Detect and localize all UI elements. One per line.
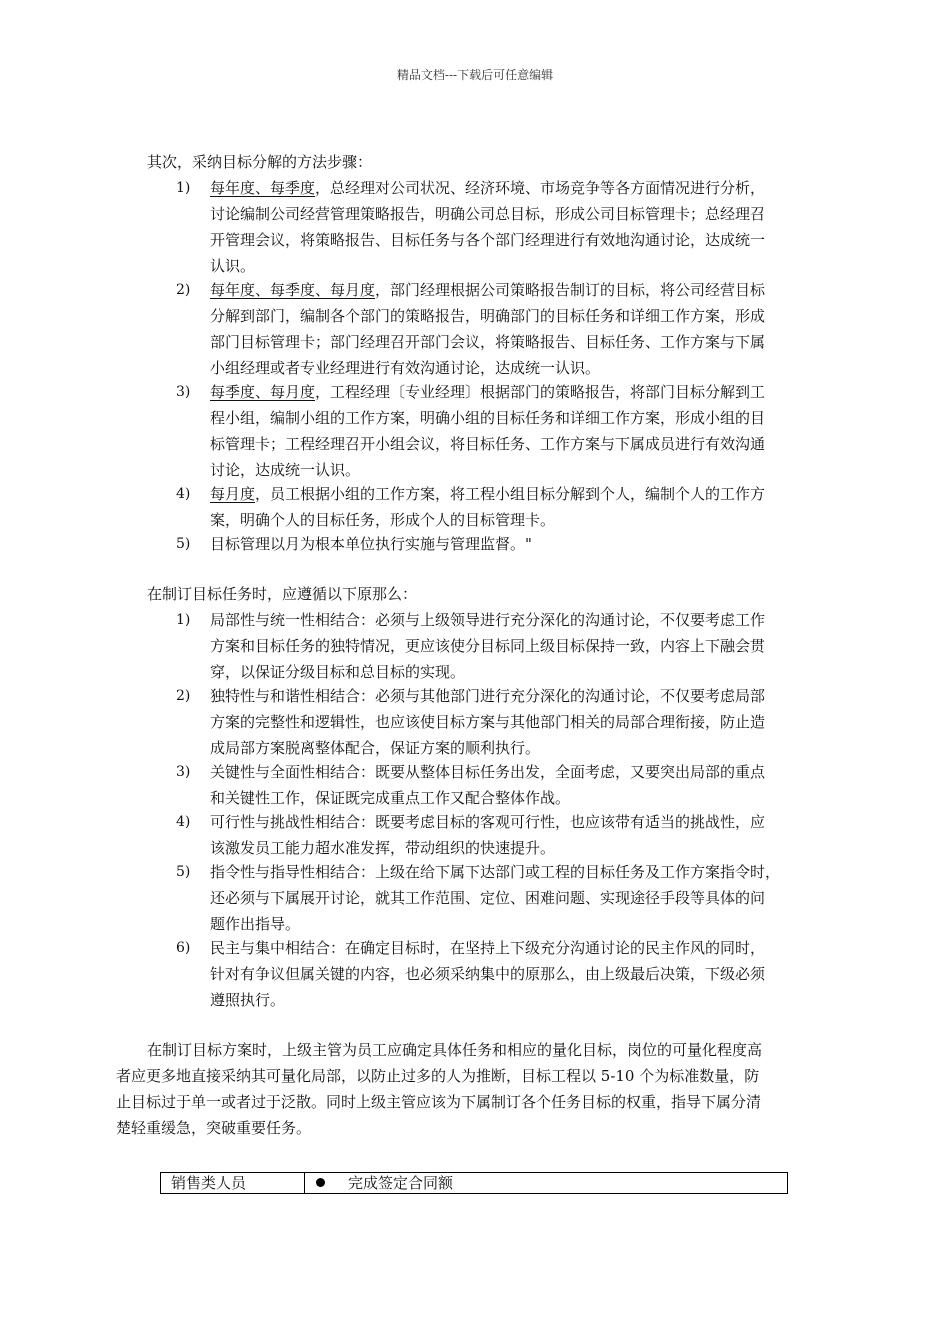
- underlined-period: 每月度: [210, 485, 256, 503]
- section1-item-text: 标管理卡；工程经理召开小组会议，将目标任务、工作方案与下属成员进行有效沟通: [210, 435, 766, 453]
- section2-item-text: 局部性与统一性相结合：必须与上级领导进行充分深化的沟通讨论，不仅要考虑工作: [210, 611, 766, 629]
- underlined-period: 每季度、每月度: [210, 383, 316, 401]
- section2-item-number: 4): [176, 814, 191, 830]
- paragraph-line: 在制订目标方案时，上级主管为员工应确定具体任务和相应的量化目标，岗位的可量化程度高: [147, 1041, 763, 1059]
- bullet-icon: [316, 1178, 325, 1187]
- section2-intro: 在制订目标任务时，应遵循以下原那么：: [147, 585, 418, 603]
- section1-item-line: [210, 382, 765, 402]
- section1-item-line: [210, 484, 765, 504]
- section1-item-number: 2): [176, 282, 191, 298]
- section1-item-text: ，总经理对公司状况、经济环境、市场竞争等各方面情况进行分析，: [315, 179, 766, 197]
- paragraph-line: 者应更多地直接采纳其可量化局部，以防止过多的人为推断，目标工程以 5-10 个为标准数量，防: [116, 1067, 760, 1085]
- underlined-period: 每年度、每季度: [210, 179, 316, 197]
- section1-item-text: 小组经理或者专业经理进行有效沟通讨论，达成统一认识。: [210, 359, 601, 377]
- underlined-period: 每年度、每季度、每月度: [210, 281, 376, 299]
- section1-item-text: 程小组，编制小组的工作方案，明确小组的目标任务和详细工作方案，形成小组的目: [210, 409, 766, 427]
- section1-item-text: 分解到部门，编制各个部门的策略报告，明确部门的目标任务和详细工作方案，形成: [210, 307, 766, 325]
- section2-item-text: 指令性与指导性相结合：上级在给下属下达部门或工程的目标任务及工作方案指令时，: [210, 863, 781, 881]
- section2-item-text: 遵照执行。: [210, 991, 286, 1009]
- section2-item-number: 6): [176, 940, 191, 956]
- section1-item-text: 讨论，达成统一认识。: [210, 461, 361, 479]
- section1-item-text: 讨论编制公司经营管理策略报告，明确公司总目标，形成公司目标管理卡；总经理召: [210, 205, 766, 223]
- table-cell-role: 销售类人员: [161, 1173, 305, 1193]
- section1-item-number: 4): [176, 486, 191, 502]
- section2-item-number: 5): [176, 864, 191, 880]
- section1-item-text: 部门目标管理卡；部门经理召开部门会议，将策略报告、目标任务、工作方案与下属: [210, 333, 766, 351]
- section2-item-number: 2): [176, 688, 191, 704]
- section1-item-text: ，员工根据小组的工作方案，将工程小组目标分解到个人，编制个人的工作方: [255, 485, 766, 503]
- section1-item-text: ，部门经理根据公司策略报告制订的目标，将公司经营目标: [375, 281, 766, 299]
- section1-intro: 其次，采纳目标分解的方法步骤：: [147, 153, 373, 171]
- section2-item-text: 穿，以保证分级目标和总目标的实现。: [210, 663, 466, 681]
- section2-item-text: 题作出指导。: [210, 915, 301, 933]
- section2-item-text: 关键性与全面性相结合：既要从整体目标任务出发，全面考虑，又要突出局部的重点: [210, 763, 766, 781]
- table-cell-target: [306, 1173, 787, 1193]
- section2-item-text: 民主与集中相结合：在确定目标时，在坚持上下级充分沟通讨论的民主作风的同时，: [210, 939, 766, 957]
- paragraph-line: 楚轻重缓急，突破重要任务。: [116, 1119, 312, 1137]
- section2-item-text: 针对有争议但属关键的内容，也必须采纳集中的原那么，由上级最后决策，下级必须: [210, 965, 766, 983]
- section2-item-text: 成局部方案脱离整体配合，保证方案的顺利执行。: [210, 739, 541, 757]
- section2-item-text: 方案和目标任务的独特情况，更应该使分目标同上级目标保持一致，内容上下融会贯: [210, 637, 766, 655]
- section1-item-text: 开管理会议，将策略报告、目标任务与各个部门经理进行有效地沟通讨论，达成统一: [210, 231, 766, 249]
- section1-item-text: ，工程经理〔专业经理〕根据部门的策略报告，将部门目标分解到工: [315, 383, 766, 401]
- section2-item-text: 还必须与下属展开讨论，就其工作范围、定位、困难问题、实现途径手段等具体的问: [210, 889, 766, 907]
- section2-item-text: 和关键性工作，保证既完成重点工作又配合整体作战。: [210, 789, 571, 807]
- section2-item-text: 方案的完整性和逻辑性，也应该使目标方案与其他部门相关的局部合理衔接，防止造: [210, 713, 766, 731]
- section2-item-text: 独特性与和谐性相结合：必须与其他部门进行充分深化的沟通讨论，不仅要考虑局部: [210, 687, 766, 705]
- section1-item-text: 认识。: [210, 257, 256, 275]
- page-header: 精品文档---下载后可任意编辑: [396, 68, 554, 82]
- section1-item-line: [210, 178, 765, 198]
- table-cell-target-text: 完成签定合同额: [348, 1174, 454, 1192]
- target-table: [160, 1172, 788, 1194]
- paragraph-line: 止目标过于单一或者过于泛散。同时上级主管应该为下属制订各个任务目标的权重，指导下属分清: [116, 1093, 762, 1111]
- section1-item-number: 3): [176, 384, 191, 400]
- section2-item-number: 3): [176, 764, 191, 780]
- section2-item-number: 1): [176, 612, 191, 628]
- section1-item-line: [210, 280, 765, 300]
- section2-item-text: 该激发员工能力超水准发挥，带动组织的快速提升。: [210, 839, 556, 857]
- section1-item-number: 5): [176, 536, 191, 552]
- section2-item-text: 可行性与挑战性相结合：既要考虑目标的客观可行性，也应该带有适当的挑战性，应: [210, 813, 766, 831]
- section1-item-text: 目标管理以月为根本单位执行实施与管理监督。": [210, 535, 532, 553]
- section1-item-number: 1): [176, 180, 191, 196]
- section1-item-text: 案，明确个人的目标任务，形成个人的目标管理卡。: [210, 511, 556, 529]
